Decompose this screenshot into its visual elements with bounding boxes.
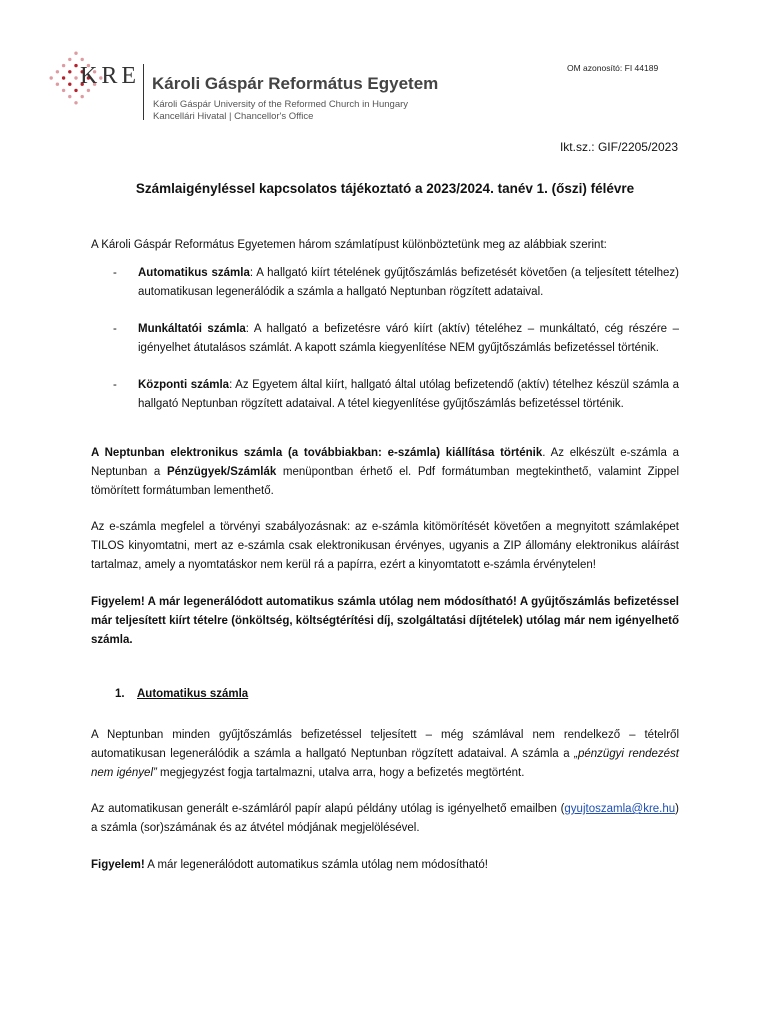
logo-dot (81, 95, 84, 98)
university-subtitle-english: Károli Gáspár University of the Reformed Church in Hungary (153, 99, 409, 110)
neptun-menu-path: Pénzügyek/Számlák (166, 466, 277, 478)
university-office: Kancellári Hivatal | Chancellor's Office (153, 111, 314, 122)
logo-dot (74, 52, 77, 55)
om-identifier: OM azonosító: FI 44189 (567, 63, 659, 73)
auto-p2-a: Az automatikusan generált e-számláról papír alapú példány utólag is igényelhető emailben ( (91, 803, 565, 815)
e-invoice-legal-paragraph: Az e-számla megfelel a törvényi szabályozásnak: az e-számla kitömörítését követően a megnyitott számlaképet TILOS kinyomtatni, mert az e-számla csak elektronikusan érvényes, ugyanis a ZIP állomány elektronikus aláírást tartalmaz, amely a nyomtatáskor nem kerül rá a papírra, ezért a kinyomtatott e-számla érvénytelen! (91, 521, 679, 571)
section-title: Automatikus számla (137, 688, 249, 700)
auto-p2-b: ) a számla (sor)számának és az átvétel módjának megjelölésével. (91, 803, 679, 834)
logo-dot (74, 64, 77, 67)
logo-dot (68, 70, 71, 73)
list-dash: - (113, 323, 117, 335)
warning-text: A már legenerálódott automatikus számla utólag nem módosítható! (144, 859, 488, 871)
neptun-bold-lead: A Neptunban elektronikus számla (a továbbiakban: e-számla) kiállítása történik (91, 447, 543, 459)
logo-dot (74, 101, 77, 104)
logo-dot (68, 95, 71, 98)
list-item-term: Automatikus számla (138, 267, 250, 279)
auto-invoice-paragraph-1 (91, 726, 679, 783)
logo-dot (81, 58, 84, 61)
warning-paragraph: Figyelem! A már legenerálódott automatikus számla utólag nem módosítható! A gyűjtőszámlás befizetéssel már teljesített kiírt tételre (önköltség, költségtérítési díj, szolgáltatási díjtételek) utólag már nem igényelhető számla. (91, 596, 679, 646)
logo-text: KRE (80, 63, 140, 89)
list-dash: - (113, 267, 117, 279)
logo-dot (50, 76, 53, 79)
neptun-paragraph (91, 444, 679, 501)
warning-label: Figyelem! (91, 859, 145, 871)
logo-dot (68, 83, 71, 86)
section-heading (115, 688, 248, 700)
logo-dot (74, 89, 77, 92)
list-dash: - (113, 379, 117, 391)
list-item-text: : A hallgató kiírt tételének gyűjtőszámlás befizetését követően (a teljesített tételhez) automatikusan legenerálódik a számla a hallgató Neptunban rögzített adataival. (138, 267, 679, 298)
neptun-text-2: menüpontban érhető el. Pdf formátumban megtekinthető, valamint Zippel tömörített formátumban lementhető. (91, 466, 679, 497)
logo-dot (56, 70, 59, 73)
logo-dot (74, 76, 77, 79)
list-item-term: Munkáltatói számla (138, 323, 246, 335)
logo-dot (62, 89, 65, 92)
auto-invoice-warning (91, 856, 679, 875)
intro-paragraph: A Károli Gáspár Református Egyetemen három számlatípust különböztetünk meg az alábbiak szerint: (91, 239, 607, 251)
logo-dot (68, 58, 71, 61)
logo-dot (62, 76, 65, 79)
email-link[interactable]: gyujtoszamla@kre.hu (564, 803, 676, 815)
auto-p1-b: megjegyzést fogja tartalmazni, utalva arra, hogy a befizetés megtörtént. (156, 767, 525, 779)
section-number: 1. (115, 688, 125, 700)
neptun-text-1: . Az elkészült e-számla a Neptunban a (91, 447, 679, 478)
logo-dot (56, 83, 59, 86)
university-name: Károli Gáspár Református Egyetem (152, 74, 439, 93)
auto-p1-italic: „pénzügyi rendezést nem igényel” (91, 748, 680, 779)
header-divider (143, 64, 144, 120)
list-item-term: Központi számla (138, 379, 230, 391)
logo-dot (62, 64, 65, 67)
list-item-text: : A hallgató a befizetésre váró kiírt (aktív) tételéhez – munkáltató, cég részére – igényelhet átutalásos számlát. A kapott számla kiegyenlítése NEM gyűjtőszámlás befizetéssel történik. (138, 323, 679, 354)
auto-p1-a: A Neptunban minden gyűjtőszámlás befizetéssel teljesített – még számlával nem rendelkező – tételről automatikusan legenerálódik a számla a hallgató Neptunban rögzített adataival. A számla a (91, 729, 679, 760)
auto-invoice-paragraph-2 (91, 800, 679, 838)
reference-number: Ikt.sz.: GIF/2205/2023 (559, 140, 678, 154)
list-item-text: : Az Egyetem által kiírt, hallgató által utólag befizetendő (aktív) tételhez készül számla a hallgató Neptunban rögzített adataival. A tétel kiegyenlítése gyűjtőszámlás befizetéssel történik. (138, 379, 679, 410)
document-title: Számlaigényléssel kapcsolatos tájékoztató a 2023/2024. tanév 1. (őszi) félévre (135, 181, 635, 196)
